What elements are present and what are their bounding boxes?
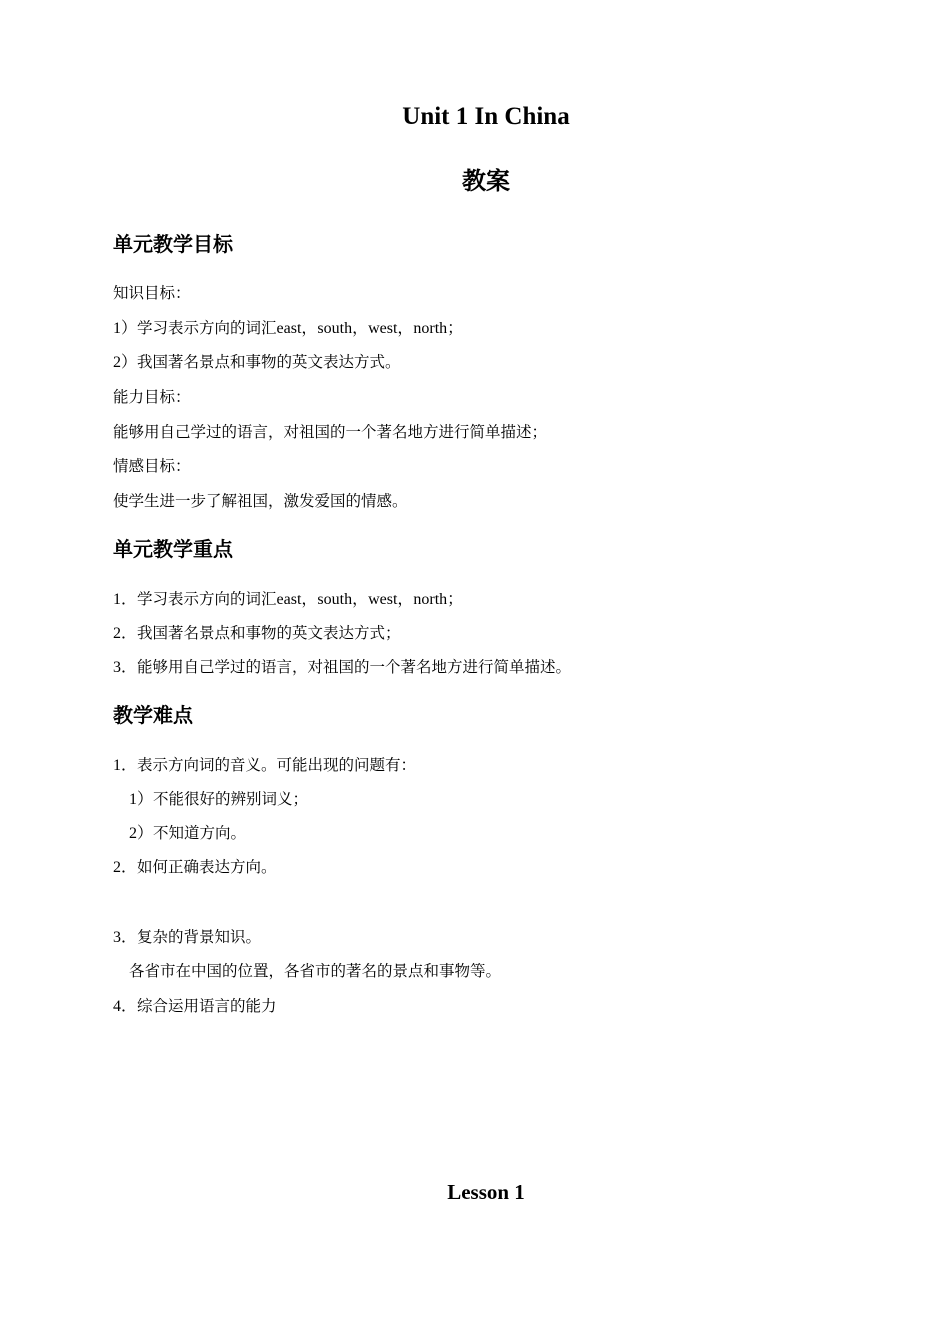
list-text: 学习表示方向的词汇 — [137, 590, 277, 608]
list-text-english: east，south，west，north； — [276, 320, 464, 337]
list-item — [113, 626, 401, 642]
paragraph: 情感目标： — [113, 457, 191, 475]
list-text: 能够用自己学过的语言，对祖国的一个著名地方进行简单描述。 — [137, 658, 572, 676]
list-number: 1） — [129, 791, 154, 808]
list-number: 2） — [129, 825, 154, 842]
list-item — [113, 592, 463, 608]
list-item — [113, 321, 463, 337]
document-subtitle: 教案 — [462, 167, 510, 195]
list-number: 2． — [113, 625, 138, 642]
list-number: 4． — [113, 998, 138, 1015]
list-number: 3． — [113, 659, 138, 676]
list-number: 3． — [113, 929, 138, 946]
list-number: 2） — [113, 354, 138, 371]
paragraph: 各省市在中国的位置，各省市的著名的景点和事物等。 — [129, 962, 502, 980]
list-number: 2． — [113, 859, 138, 876]
list-item — [113, 355, 401, 371]
section-heading-difficulties: 教学难点 — [113, 703, 193, 727]
list-text: 综合运用语言的能力 — [137, 997, 277, 1015]
paragraph: 能力目标： — [113, 388, 191, 406]
sub-list-item — [129, 792, 308, 808]
list-text: 我国著名景点和事物的英文表达方式； — [137, 624, 401, 642]
sub-list-item — [129, 826, 246, 842]
section-heading-key-points: 单元教学重点 — [113, 537, 233, 561]
paragraph: 能够用自己学过的语言，对祖国的一个著名地方进行简单描述； — [113, 423, 548, 441]
section-heading-goals: 单元教学目标 — [113, 232, 233, 256]
list-text: 不能很好的辨别词义； — [153, 790, 309, 808]
list-text: 如何正确表达方向。 — [137, 858, 277, 876]
list-text-english: east，south，west，north； — [276, 591, 464, 608]
document-title: Unit 1 In China — [402, 103, 570, 130]
list-text: 学习表示方向的词汇 — [137, 319, 277, 337]
list-text: 我国著名景点和事物的英文表达方式。 — [137, 353, 401, 371]
list-text: 复杂的背景知识。 — [137, 928, 262, 946]
paragraph: 使学生进一步了解祖国，激发爱国的情感。 — [113, 492, 408, 510]
paragraph: 知识目标： — [113, 284, 191, 302]
list-item — [113, 660, 571, 676]
list-number: 1） — [113, 320, 138, 337]
list-text: 表示方向词的音义。可能出现的问题有： — [137, 756, 417, 774]
list-item — [113, 930, 261, 946]
lesson-heading: Lesson 1 — [447, 1180, 525, 1204]
list-item — [113, 860, 277, 876]
list-text: 不知道方向。 — [153, 824, 247, 842]
list-item — [113, 758, 416, 774]
list-item — [113, 999, 277, 1015]
list-number: 1． — [113, 591, 138, 608]
list-number: 1． — [113, 757, 138, 774]
